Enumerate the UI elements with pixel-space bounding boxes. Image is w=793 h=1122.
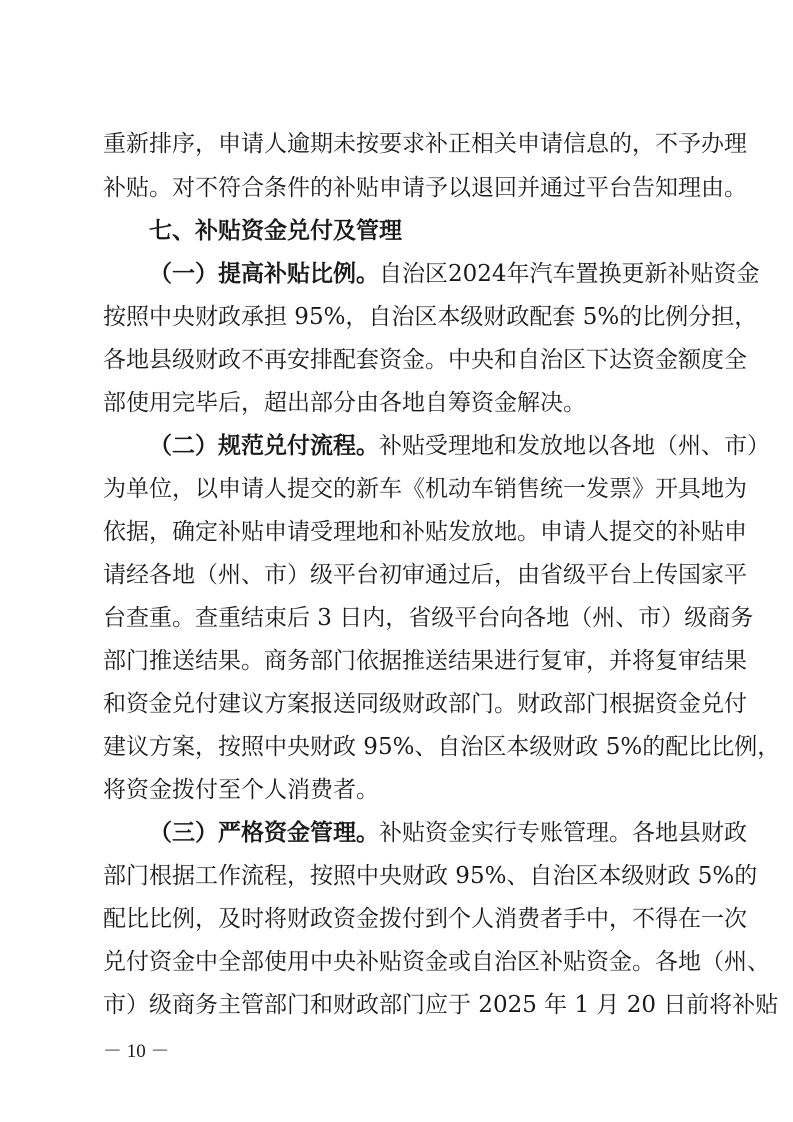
paragraph-2-first-line: （二）规范兑付流程。补贴受理地和发放地以各地（州、市） (149, 433, 770, 459)
body-line-21: 市）级商务主管部门和财政部门应于 2025 年 1 月 20 日前将补贴 (103, 992, 779, 1018)
body-line-11: 请经各地（州、市）级平台初审通过后，由省级平台上传国家平 (103, 562, 747, 588)
subheading-3: （三）严格资金管理。 (149, 820, 379, 846)
subheading-2: （二）规范兑付流程。 (149, 433, 379, 459)
body-line-20: 兑付资金中全部使用中央补贴资金或自治区补贴资金。各地（州、 (103, 949, 770, 975)
body-line-7: 部使用完毕后，超出部分由各地自筹资金解决。 (103, 390, 586, 416)
body-line-16: 将资金拨付至个人消费者。 (103, 777, 379, 803)
body-line-5: 按照中央财政承担 95%，自治区本级财政配套 5%的比例分担， (103, 304, 758, 330)
body-line-12: 台查重。查重结束后 3 日内，省级平台向各地（州、市）级商务 (103, 605, 754, 631)
section-heading-7: 七、补贴资金兑付及管理 (149, 218, 402, 244)
body-line-13: 部门推送结果。商务部门依据推送结果进行复审，并将复审结果 (103, 648, 747, 674)
page-number: － 10 － (103, 1041, 170, 1062)
body-line-1: 重新排序，申请人逾期未按要求补正相关申请信息的，不予办理 (103, 131, 747, 157)
body-line-6: 各地县级财政不再安排配套资金。中央和自治区下达资金额度全 (103, 347, 747, 373)
body-line-19: 配比比例，及时将财政资金拨付到个人消费者手中，不得在一次 (103, 906, 747, 932)
body-line-18: 部门根据工作流程，按照中央财政 95%、自治区本级财政 5%的 (103, 863, 758, 889)
body-line-9: 为单位，以申请人提交的新车《机动车销售统一发票》开具地为 (103, 476, 747, 502)
body-line-15: 建议方案，按照中央财政 95%、自治区本级财政 5%的配比比例， (103, 734, 781, 760)
body-line-10: 依据，确定补贴申请受理地和补贴发放地。申请人提交的补贴申 (103, 519, 747, 545)
body-line-14: 和资金兑付建议方案报送同级财政部门。财政部门根据资金兑付 (103, 691, 747, 717)
paragraph-3-first-line: （三）严格资金管理。补贴资金实行专账管理。各地县财政 (149, 820, 747, 846)
subheading-1: （一）提高补贴比例。 (149, 261, 379, 287)
body-line-2: 补贴。对不符合条件的补贴申请予以退回并通过平台告知理由。 (103, 175, 747, 201)
paragraph-1-first-line: （一）提高补贴比例。自治区2024年汽车置换更新补贴资金 (149, 261, 760, 287)
